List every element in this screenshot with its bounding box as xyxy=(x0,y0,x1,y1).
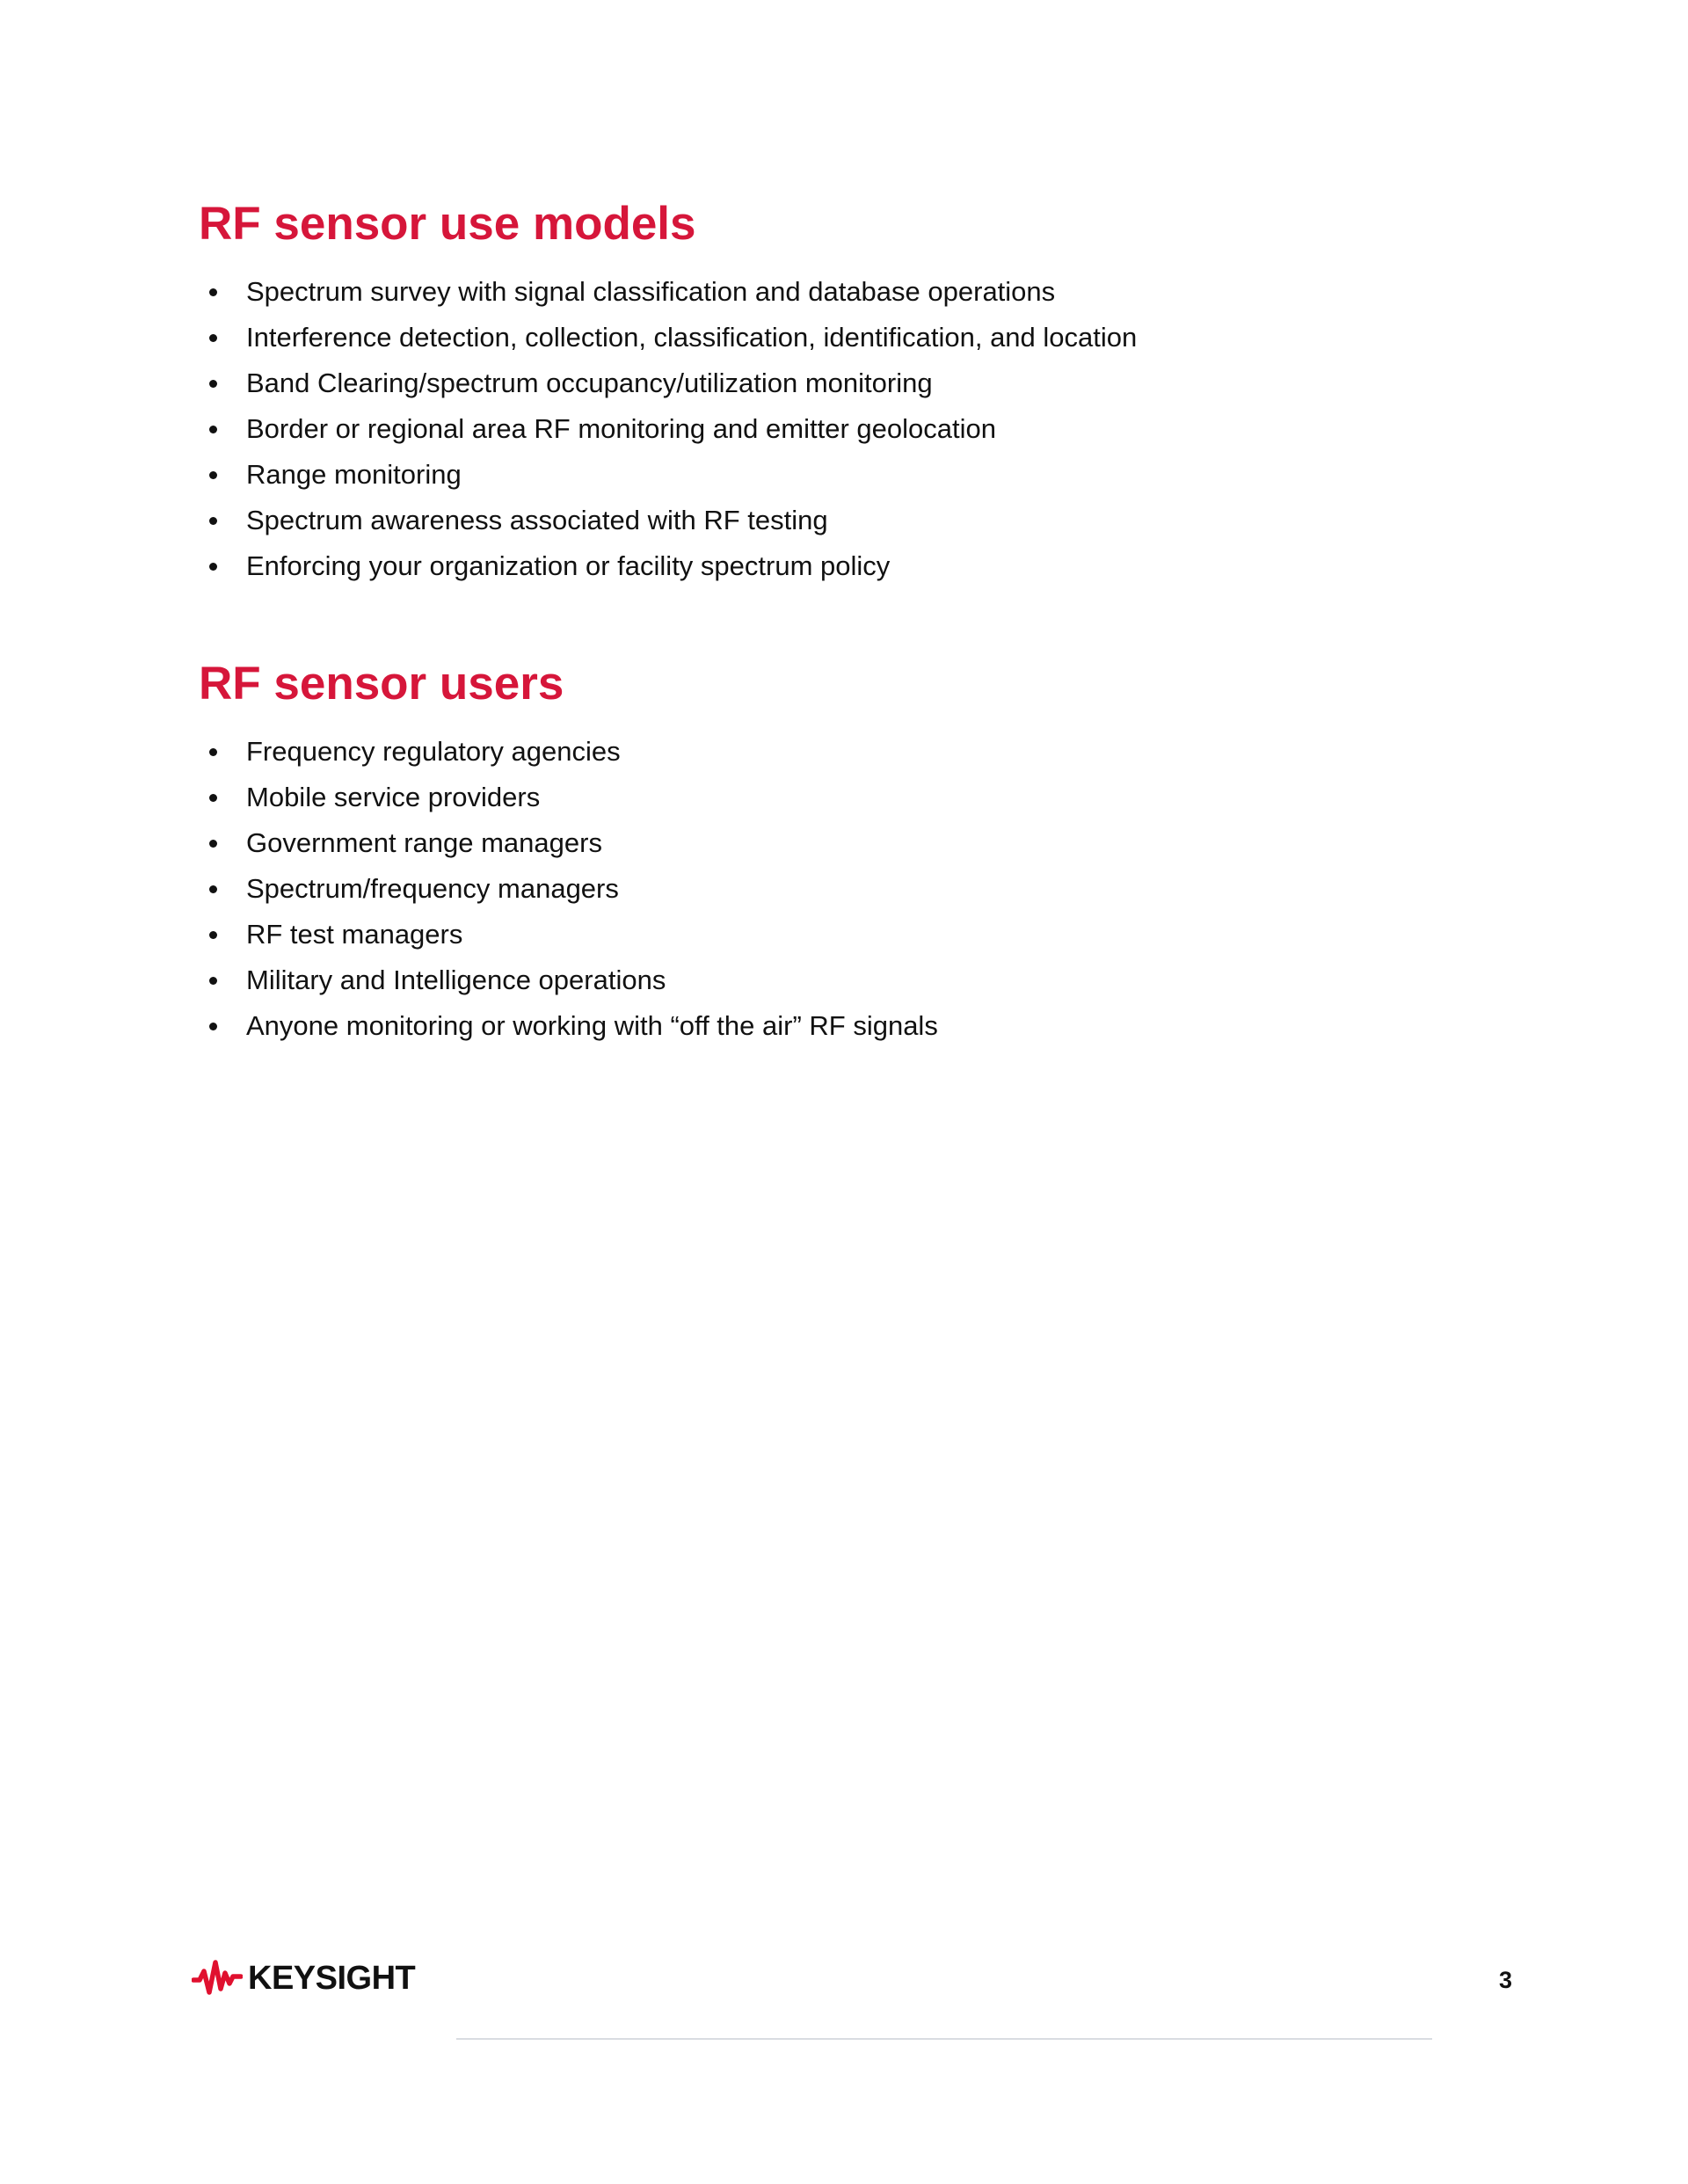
list-item-text: Interference detection, collection, classification, identification, and location xyxy=(246,322,1138,353)
list-item xyxy=(199,452,1517,498)
keysight-logo xyxy=(192,1957,415,1999)
bullet-icon xyxy=(209,563,217,571)
users-list xyxy=(199,729,1517,1049)
list-item xyxy=(199,543,1517,589)
list-item xyxy=(199,912,1517,957)
list-item-text: Spectrum/frequency managers xyxy=(246,873,619,904)
bullet-icon xyxy=(209,840,217,848)
list-item-text: Military and Intelligence operations xyxy=(246,965,666,995)
list-item xyxy=(199,820,1517,866)
use-models-heading: RF sensor use models xyxy=(199,198,696,250)
use-models-list xyxy=(199,269,1517,589)
list-item xyxy=(199,269,1517,315)
list-item xyxy=(199,1003,1517,1049)
bullet-icon xyxy=(209,517,217,525)
bullet-icon xyxy=(209,931,217,939)
users-heading: RF sensor users xyxy=(199,658,564,710)
bullet-icon xyxy=(209,1023,217,1030)
bullet-icon xyxy=(209,426,217,433)
list-item-text: Mobile service providers xyxy=(246,782,541,812)
bullet-icon xyxy=(209,885,217,893)
list-item-text: Frequency regulatory agencies xyxy=(246,736,621,767)
list-item xyxy=(199,775,1517,820)
list-item-text: RF test managers xyxy=(246,919,463,950)
list-item-text: Border or regional area RF monitoring and emitter geolocation xyxy=(246,413,996,444)
list-item xyxy=(199,957,1517,1003)
list-item-text: Enforcing your organization or facility spectrum policy xyxy=(246,550,891,581)
list-item xyxy=(199,406,1517,452)
list-item-text: Government range managers xyxy=(246,827,602,858)
list-item xyxy=(199,498,1517,543)
list-item-text: Range monitoring xyxy=(246,459,462,490)
list-item xyxy=(199,360,1517,406)
list-item xyxy=(199,315,1517,360)
bullet-icon xyxy=(209,977,217,985)
bullet-icon xyxy=(209,288,217,296)
bullet-icon xyxy=(209,748,217,756)
page-number: 3 xyxy=(1498,1967,1512,1993)
users-section xyxy=(199,655,1517,1049)
list-item xyxy=(199,866,1517,912)
logo-wordmark: KEYSIGHT xyxy=(248,1960,416,1997)
bullet-icon xyxy=(209,794,217,802)
footer-divider xyxy=(456,2038,1432,2040)
bullet-icon xyxy=(209,471,217,479)
list-item xyxy=(199,729,1517,775)
list-item-text: Spectrum survey with signal classification and database operations xyxy=(246,276,1056,307)
keysight-wave-icon xyxy=(192,1957,243,1999)
bullet-icon xyxy=(209,334,217,342)
list-item-text: Spectrum awareness associated with RF testing xyxy=(246,505,828,535)
bullet-icon xyxy=(209,380,217,388)
list-item-text: Band Clearing/spectrum occupancy/utilization monitoring xyxy=(246,368,933,398)
use-models-section xyxy=(199,195,1517,589)
list-item-text: Anyone monitoring or working with “off the air” RF signals xyxy=(246,1010,938,1041)
